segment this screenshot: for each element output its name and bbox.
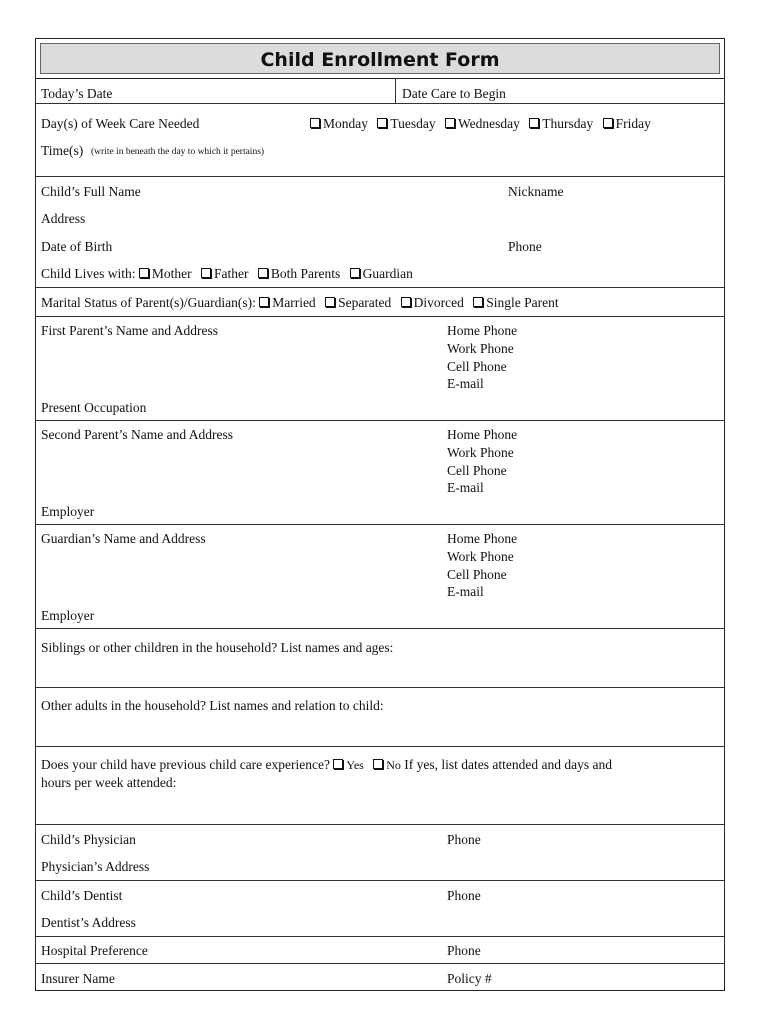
guardian-employer: Employer [41,608,95,623]
lives-with-row [41,266,419,282]
father-checkbox[interactable] [201,268,211,278]
divorced-label: Divorced [413,295,464,310]
hospital-label: Hospital Preference [41,943,148,958]
physician-address-label: Physician’s Address [41,859,150,874]
thursday-label: Thursday [542,116,594,131]
divider [395,79,396,103]
prev-care-row [41,757,612,773]
monday-label: Monday [323,116,368,131]
separated-checkbox[interactable] [325,297,335,307]
policy-label: Policy # [447,971,492,986]
child-address-label: Address [41,211,86,226]
hospital-phone-label: Phone [447,943,481,958]
wednesday-label: Wednesday [458,116,520,131]
first-parent-email: E-mail [447,376,484,391]
times-note: (write in beneath the day to which it pertains) [91,147,265,157]
second-parent-cell-phone: Cell Phone [447,463,507,478]
form-title: Child Enrollment Form [260,49,500,71]
friday-label: Friday [615,116,651,131]
first-parent-name-label: First Parent’s Name and Address [41,323,218,338]
both-parents-label: Both Parents [270,266,341,281]
wednesday-checkbox[interactable] [445,118,455,128]
days-checkboxes [310,116,657,132]
enrollment-form [35,38,725,991]
date-care-begin-label: Date Care to Begin [402,86,506,101]
marital-label: Marital Status of Parent(s)/Guardian(s): [41,295,256,310]
title-bar [36,39,724,79]
guardian-home-phone: Home Phone [447,531,518,546]
yes-label: Yes [346,758,364,772]
guardian-work-phone: Work Phone [447,549,514,564]
thursday-checkbox[interactable] [529,118,539,128]
first-parent-occupation: Present Occupation [41,400,147,415]
friday-checkbox[interactable] [603,118,613,128]
child-full-name-label: Child’s Full Name [41,184,141,199]
dentist-label: Child’s Dentist [41,888,123,903]
guardian-name-label: Guardian’s Name and Address [41,531,206,546]
second-parent-home-phone: Home Phone [447,427,518,442]
first-parent-cell-phone: Cell Phone [447,359,507,374]
physician-label: Child’s Physician [41,832,136,847]
guardian-email: E-mail [447,584,484,599]
mother-checkbox[interactable] [139,268,149,278]
insurer-label: Insurer Name [41,971,115,986]
nickname-label: Nickname [508,184,564,199]
second-parent-employer: Employer [41,504,95,519]
no-label: No [386,758,401,772]
tuesday-checkbox[interactable] [377,118,387,128]
dob-label: Date of Birth [41,239,113,254]
other-adults-label: Other adults in the household? List names and relation to child: [41,698,384,713]
second-parent-work-phone: Work Phone [447,445,514,460]
todays-date-label: Today’s Date [41,86,113,101]
times-label: Time(s) [41,143,84,158]
days-needed-label: Day(s) of Week Care Needed [41,116,200,131]
married-checkbox[interactable] [259,297,269,307]
monday-checkbox[interactable] [310,118,320,128]
separated-label: Separated [338,295,392,310]
siblings-label: Siblings or other children in the household? List names and ages: [41,640,394,655]
divorced-checkbox[interactable] [401,297,411,307]
guardian-option-label: Guardian [362,266,413,281]
both-parents-checkbox[interactable] [258,268,268,278]
single-parent-label: Single Parent [486,295,559,310]
mother-label: Mother [151,266,192,281]
second-parent-email: E-mail [447,480,484,495]
married-label: Married [272,295,316,310]
prev-care-followup-1: If yes, list dates attended and days and [404,757,612,772]
dentist-phone-label: Phone [447,888,481,903]
prev-care-followup-2: hours per week attended: [41,775,177,790]
yes-checkbox[interactable] [333,759,343,769]
first-parent-home-phone: Home Phone [447,323,518,338]
dentist-address-label: Dentist’s Address [41,915,136,930]
child-phone-label: Phone [508,239,542,254]
lives-with-label: Child Lives with: [41,266,136,281]
single-parent-checkbox[interactable] [473,297,483,307]
father-label: Father [214,266,249,281]
no-checkbox[interactable] [373,759,383,769]
guardian-checkbox[interactable] [350,268,360,278]
marital-row [41,295,565,311]
prev-care-question: Does your child have previous child care experience? [41,757,330,772]
guardian-cell-phone: Cell Phone [447,567,507,582]
physician-phone-label: Phone [447,832,481,847]
first-parent-work-phone: Work Phone [447,341,514,356]
tuesday-label: Tuesday [390,116,436,131]
second-parent-name-label: Second Parent’s Name and Address [41,427,233,442]
